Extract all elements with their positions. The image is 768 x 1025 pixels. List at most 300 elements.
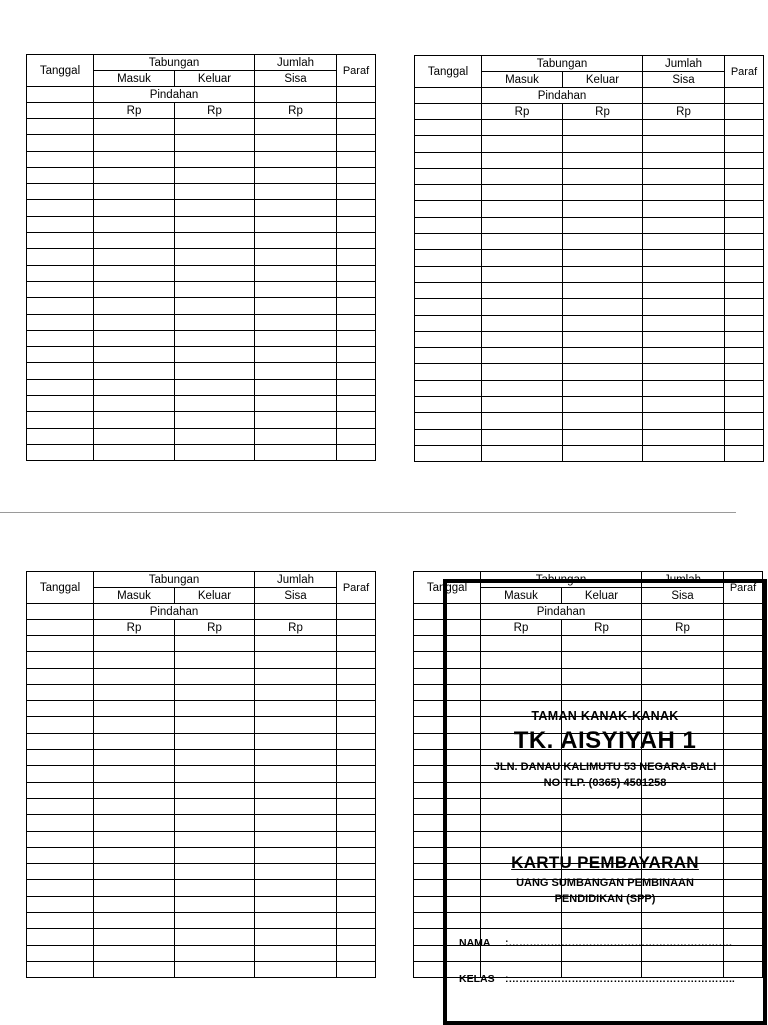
balance-cell[interactable]: [255, 684, 337, 700]
withdraw-cell[interactable]: [175, 249, 255, 265]
withdraw-cell[interactable]: [563, 397, 643, 413]
withdraw-cell[interactable]: [175, 636, 255, 652]
withdraw-cell[interactable]: [563, 152, 643, 168]
withdraw-cell[interactable]: [175, 652, 255, 668]
deposit-cell[interactable]: [482, 331, 563, 347]
withdraw-cell[interactable]: [563, 413, 643, 429]
deposit-cell[interactable]: [94, 396, 175, 412]
signature-cell[interactable]: [725, 429, 764, 445]
deposit-cell[interactable]: [482, 234, 563, 250]
withdraw-cell[interactable]: [175, 717, 255, 733]
signature-cell[interactable]: [725, 331, 764, 347]
signature-cell[interactable]: [337, 330, 376, 346]
signature-cell[interactable]: [337, 815, 376, 831]
withdraw-cell[interactable]: [175, 379, 255, 395]
signature-cell[interactable]: [725, 315, 764, 331]
deposit-cell[interactable]: [94, 929, 175, 945]
signature-cell[interactable]: [725, 397, 764, 413]
signature-cell[interactable]: [337, 750, 376, 766]
date-cell[interactable]: [415, 413, 482, 429]
signature-cell[interactable]: [337, 151, 376, 167]
balance-cell[interactable]: [643, 397, 725, 413]
signature-cell[interactable]: [337, 896, 376, 912]
signature-cell[interactable]: [337, 831, 376, 847]
deposit-cell[interactable]: [482, 250, 563, 266]
signature-cell[interactable]: [337, 782, 376, 798]
balance-cell[interactable]: [255, 135, 337, 151]
signature-cell[interactable]: [337, 929, 376, 945]
date-cell[interactable]: [415, 315, 482, 331]
withdraw-cell[interactable]: [175, 831, 255, 847]
deposit-cell[interactable]: [482, 315, 563, 331]
withdraw-cell[interactable]: [563, 136, 643, 152]
date-cell[interactable]: [27, 880, 94, 896]
withdraw-cell[interactable]: [175, 363, 255, 379]
date-cell[interactable]: [415, 397, 482, 413]
deposit-cell[interactable]: [482, 445, 563, 461]
date-cell[interactable]: [27, 119, 94, 135]
balance-cell[interactable]: [255, 896, 337, 912]
date-cell[interactable]: [27, 249, 94, 265]
deposit-cell[interactable]: [94, 717, 175, 733]
withdraw-cell[interactable]: [175, 701, 255, 717]
deposit-cell[interactable]: [482, 397, 563, 413]
date-cell[interactable]: [415, 380, 482, 396]
deposit-cell[interactable]: [482, 120, 563, 136]
date-cell[interactable]: [27, 314, 94, 330]
withdraw-cell[interactable]: [175, 444, 255, 460]
signature-cell[interactable]: [725, 299, 764, 315]
signature-cell[interactable]: [725, 120, 764, 136]
date-cell[interactable]: [415, 250, 482, 266]
date-cell[interactable]: [27, 265, 94, 281]
date-cell[interactable]: [415, 201, 482, 217]
balance-cell[interactable]: [643, 380, 725, 396]
withdraw-cell[interactable]: [175, 766, 255, 782]
deposit-cell[interactable]: [94, 281, 175, 297]
balance-cell[interactable]: [255, 961, 337, 977]
date-cell[interactable]: [415, 364, 482, 380]
signature-cell[interactable]: [337, 733, 376, 749]
withdraw-cell[interactable]: [563, 299, 643, 315]
deposit-cell[interactable]: [482, 348, 563, 364]
deposit-cell[interactable]: [482, 299, 563, 315]
signature-cell[interactable]: [725, 413, 764, 429]
balance-cell[interactable]: [643, 185, 725, 201]
balance-cell[interactable]: [255, 249, 337, 265]
balance-cell[interactable]: [255, 929, 337, 945]
deposit-cell[interactable]: [94, 444, 175, 460]
signature-cell[interactable]: [337, 864, 376, 880]
deposit-cell[interactable]: [94, 896, 175, 912]
balance-cell[interactable]: [255, 733, 337, 749]
withdraw-cell[interactable]: [175, 396, 255, 412]
balance-cell[interactable]: [255, 636, 337, 652]
date-cell[interactable]: [415, 217, 482, 233]
date-cell[interactable]: [27, 396, 94, 412]
date-cell[interactable]: [415, 429, 482, 445]
date-cell[interactable]: [27, 750, 94, 766]
balance-cell[interactable]: [255, 363, 337, 379]
date-cell[interactable]: [27, 896, 94, 912]
balance-cell[interactable]: [255, 314, 337, 330]
balance-cell[interactable]: [255, 428, 337, 444]
signature-cell[interactable]: [337, 412, 376, 428]
withdraw-cell[interactable]: [175, 265, 255, 281]
deposit-cell[interactable]: [94, 200, 175, 216]
deposit-cell[interactable]: [482, 201, 563, 217]
date-cell[interactable]: [415, 331, 482, 347]
withdraw-cell[interactable]: [175, 668, 255, 684]
balance-cell[interactable]: [255, 798, 337, 814]
date-cell[interactable]: [27, 961, 94, 977]
deposit-cell[interactable]: [94, 233, 175, 249]
signature-cell[interactable]: [725, 185, 764, 201]
signature-cell[interactable]: [337, 444, 376, 460]
balance-cell[interactable]: [255, 298, 337, 314]
withdraw-cell[interactable]: [563, 315, 643, 331]
withdraw-cell[interactable]: [563, 364, 643, 380]
date-cell[interactable]: [415, 234, 482, 250]
withdraw-cell[interactable]: [175, 281, 255, 297]
withdraw-cell[interactable]: [563, 348, 643, 364]
withdraw-cell[interactable]: [175, 314, 255, 330]
balance-cell[interactable]: [255, 864, 337, 880]
signature-cell[interactable]: [337, 347, 376, 363]
withdraw-cell[interactable]: [175, 880, 255, 896]
signature-cell[interactable]: [725, 380, 764, 396]
deposit-cell[interactable]: [94, 684, 175, 700]
balance-cell[interactable]: [255, 184, 337, 200]
deposit-cell[interactable]: [94, 750, 175, 766]
date-cell[interactable]: [27, 330, 94, 346]
balance-cell[interactable]: [643, 168, 725, 184]
signature-cell[interactable]: [337, 281, 376, 297]
deposit-cell[interactable]: [94, 864, 175, 880]
deposit-cell[interactable]: [94, 249, 175, 265]
date-cell[interactable]: [27, 151, 94, 167]
date-cell[interactable]: [27, 684, 94, 700]
deposit-cell[interactable]: [94, 733, 175, 749]
date-cell[interactable]: [27, 379, 94, 395]
balance-cell[interactable]: [255, 216, 337, 232]
date-cell[interactable]: [27, 135, 94, 151]
withdraw-cell[interactable]: [563, 168, 643, 184]
deposit-cell[interactable]: [94, 668, 175, 684]
signature-cell[interactable]: [337, 913, 376, 929]
deposit-cell[interactable]: [94, 412, 175, 428]
signature-cell[interactable]: [725, 266, 764, 282]
withdraw-cell[interactable]: [175, 167, 255, 183]
withdraw-cell[interactable]: [175, 330, 255, 346]
balance-cell[interactable]: [255, 233, 337, 249]
signature-cell[interactable]: [337, 200, 376, 216]
balance-cell[interactable]: [255, 265, 337, 281]
signature-cell[interactable]: [337, 379, 376, 395]
withdraw-cell[interactable]: [563, 331, 643, 347]
signature-cell[interactable]: [725, 152, 764, 168]
withdraw-cell[interactable]: [563, 250, 643, 266]
signature-cell[interactable]: [725, 364, 764, 380]
signature-cell[interactable]: [725, 201, 764, 217]
signature-cell[interactable]: [725, 234, 764, 250]
date-cell[interactable]: [27, 847, 94, 863]
balance-cell[interactable]: [255, 815, 337, 831]
deposit-cell[interactable]: [482, 266, 563, 282]
signature-cell[interactable]: [337, 119, 376, 135]
deposit-cell[interactable]: [94, 913, 175, 929]
signature-cell[interactable]: [337, 766, 376, 782]
withdraw-cell[interactable]: [175, 412, 255, 428]
deposit-cell[interactable]: [94, 880, 175, 896]
date-cell[interactable]: [27, 701, 94, 717]
withdraw-cell[interactable]: [175, 896, 255, 912]
date-cell[interactable]: [415, 282, 482, 298]
signature-cell[interactable]: [337, 216, 376, 232]
date-cell[interactable]: [27, 233, 94, 249]
withdraw-cell[interactable]: [563, 429, 643, 445]
balance-cell[interactable]: [643, 136, 725, 152]
withdraw-cell[interactable]: [563, 380, 643, 396]
balance-cell[interactable]: [255, 151, 337, 167]
withdraw-cell[interactable]: [175, 298, 255, 314]
signature-cell[interactable]: [337, 798, 376, 814]
balance-cell[interactable]: [255, 782, 337, 798]
deposit-cell[interactable]: [482, 413, 563, 429]
deposit-cell[interactable]: [94, 347, 175, 363]
date-cell[interactable]: [27, 929, 94, 945]
deposit-cell[interactable]: [94, 135, 175, 151]
deposit-cell[interactable]: [482, 185, 563, 201]
signature-cell[interactable]: [337, 363, 376, 379]
withdraw-cell[interactable]: [175, 135, 255, 151]
balance-cell[interactable]: [255, 701, 337, 717]
balance-cell[interactable]: [255, 396, 337, 412]
deposit-cell[interactable]: [94, 782, 175, 798]
deposit-cell[interactable]: [94, 314, 175, 330]
deposit-cell[interactable]: [94, 798, 175, 814]
deposit-cell[interactable]: [94, 945, 175, 961]
date-cell[interactable]: [415, 299, 482, 315]
date-cell[interactable]: [27, 167, 94, 183]
date-cell[interactable]: [27, 347, 94, 363]
signature-cell[interactable]: [337, 961, 376, 977]
withdraw-cell[interactable]: [175, 913, 255, 929]
balance-cell[interactable]: [255, 831, 337, 847]
signature-cell[interactable]: [337, 265, 376, 281]
deposit-cell[interactable]: [482, 364, 563, 380]
balance-cell[interactable]: [643, 201, 725, 217]
withdraw-cell[interactable]: [175, 216, 255, 232]
deposit-cell[interactable]: [482, 380, 563, 396]
signature-cell[interactable]: [337, 249, 376, 265]
withdraw-cell[interactable]: [175, 119, 255, 135]
date-cell[interactable]: [27, 412, 94, 428]
balance-cell[interactable]: [643, 120, 725, 136]
signature-cell[interactable]: [725, 282, 764, 298]
deposit-cell[interactable]: [94, 184, 175, 200]
deposit-cell[interactable]: [94, 766, 175, 782]
balance-cell[interactable]: [643, 217, 725, 233]
deposit-cell[interactable]: [94, 330, 175, 346]
deposit-cell[interactable]: [94, 119, 175, 135]
date-cell[interactable]: [27, 184, 94, 200]
date-cell[interactable]: [415, 266, 482, 282]
withdraw-cell[interactable]: [175, 929, 255, 945]
date-cell[interactable]: [27, 717, 94, 733]
balance-cell[interactable]: [255, 200, 337, 216]
name-field[interactable]: [459, 937, 732, 949]
withdraw-cell[interactable]: [563, 217, 643, 233]
deposit-cell[interactable]: [94, 636, 175, 652]
balance-cell[interactable]: [643, 413, 725, 429]
withdraw-cell[interactable]: [175, 347, 255, 363]
deposit-cell[interactable]: [482, 168, 563, 184]
signature-cell[interactable]: [725, 348, 764, 364]
signature-cell[interactable]: [337, 233, 376, 249]
withdraw-cell[interactable]: [563, 266, 643, 282]
withdraw-cell[interactable]: [563, 201, 643, 217]
signature-cell[interactable]: [337, 652, 376, 668]
signature-cell[interactable]: [337, 717, 376, 733]
withdraw-cell[interactable]: [175, 733, 255, 749]
deposit-cell[interactable]: [94, 151, 175, 167]
date-cell[interactable]: [27, 298, 94, 314]
withdraw-cell[interactable]: [175, 945, 255, 961]
balance-cell[interactable]: [643, 250, 725, 266]
withdraw-cell[interactable]: [175, 200, 255, 216]
balance-cell[interactable]: [643, 152, 725, 168]
signature-cell[interactable]: [337, 396, 376, 412]
date-cell[interactable]: [27, 864, 94, 880]
deposit-cell[interactable]: [94, 652, 175, 668]
signature-cell[interactable]: [337, 701, 376, 717]
signature-cell[interactable]: [337, 668, 376, 684]
date-cell[interactable]: [27, 945, 94, 961]
date-cell[interactable]: [415, 168, 482, 184]
withdraw-cell[interactable]: [563, 185, 643, 201]
date-cell[interactable]: [27, 766, 94, 782]
deposit-cell[interactable]: [482, 429, 563, 445]
deposit-cell[interactable]: [94, 363, 175, 379]
date-cell[interactable]: [27, 216, 94, 232]
date-cell[interactable]: [27, 636, 94, 652]
withdraw-cell[interactable]: [175, 798, 255, 814]
balance-cell[interactable]: [255, 668, 337, 684]
withdraw-cell[interactable]: [175, 961, 255, 977]
date-cell[interactable]: [27, 733, 94, 749]
withdraw-cell[interactable]: [175, 782, 255, 798]
signature-cell[interactable]: [725, 217, 764, 233]
balance-cell[interactable]: [643, 282, 725, 298]
signature-cell[interactable]: [337, 184, 376, 200]
signature-cell[interactable]: [725, 250, 764, 266]
balance-cell[interactable]: [255, 717, 337, 733]
signature-cell[interactable]: [337, 684, 376, 700]
balance-cell[interactable]: [255, 880, 337, 896]
withdraw-cell[interactable]: [563, 445, 643, 461]
withdraw-cell[interactable]: [175, 815, 255, 831]
signature-cell[interactable]: [337, 428, 376, 444]
date-cell[interactable]: [27, 652, 94, 668]
withdraw-cell[interactable]: [175, 847, 255, 863]
date-cell[interactable]: [27, 668, 94, 684]
deposit-cell[interactable]: [94, 831, 175, 847]
balance-cell[interactable]: [643, 315, 725, 331]
deposit-cell[interactable]: [94, 298, 175, 314]
balance-cell[interactable]: [643, 348, 725, 364]
deposit-cell[interactable]: [94, 379, 175, 395]
date-cell[interactable]: [415, 185, 482, 201]
date-cell[interactable]: [415, 120, 482, 136]
balance-cell[interactable]: [255, 281, 337, 297]
withdraw-cell[interactable]: [175, 864, 255, 880]
deposit-cell[interactable]: [94, 265, 175, 281]
withdraw-cell[interactable]: [563, 234, 643, 250]
balance-cell[interactable]: [255, 945, 337, 961]
withdraw-cell[interactable]: [175, 233, 255, 249]
date-cell[interactable]: [27, 444, 94, 460]
signature-cell[interactable]: [337, 636, 376, 652]
deposit-cell[interactable]: [94, 847, 175, 863]
balance-cell[interactable]: [643, 234, 725, 250]
balance-cell[interactable]: [255, 379, 337, 395]
date-cell[interactable]: [27, 913, 94, 929]
deposit-cell[interactable]: [94, 428, 175, 444]
balance-cell[interactable]: [255, 347, 337, 363]
deposit-cell[interactable]: [482, 217, 563, 233]
date-cell[interactable]: [415, 445, 482, 461]
date-cell[interactable]: [27, 363, 94, 379]
deposit-cell[interactable]: [482, 136, 563, 152]
date-cell[interactable]: [27, 831, 94, 847]
balance-cell[interactable]: [255, 913, 337, 929]
date-cell[interactable]: [415, 348, 482, 364]
withdraw-cell[interactable]: [175, 750, 255, 766]
balance-cell[interactable]: [255, 766, 337, 782]
signature-cell[interactable]: [725, 136, 764, 152]
date-cell[interactable]: [27, 815, 94, 831]
balance-cell[interactable]: [643, 266, 725, 282]
date-cell[interactable]: [415, 136, 482, 152]
balance-cell[interactable]: [255, 847, 337, 863]
signature-cell[interactable]: [337, 945, 376, 961]
signature-cell[interactable]: [337, 298, 376, 314]
balance-cell[interactable]: [643, 364, 725, 380]
class-field[interactable]: [459, 973, 735, 985]
signature-cell[interactable]: [337, 135, 376, 151]
date-cell[interactable]: [27, 428, 94, 444]
balance-cell[interactable]: [643, 445, 725, 461]
balance-cell[interactable]: [643, 429, 725, 445]
balance-cell[interactable]: [255, 119, 337, 135]
balance-cell[interactable]: [255, 167, 337, 183]
deposit-cell[interactable]: [94, 815, 175, 831]
signature-cell[interactable]: [337, 880, 376, 896]
balance-cell[interactable]: [255, 444, 337, 460]
deposit-cell[interactable]: [94, 961, 175, 977]
deposit-cell[interactable]: [94, 167, 175, 183]
balance-cell[interactable]: [643, 299, 725, 315]
balance-cell[interactable]: [643, 331, 725, 347]
deposit-cell[interactable]: [94, 216, 175, 232]
date-cell[interactable]: [27, 200, 94, 216]
signature-cell[interactable]: [337, 314, 376, 330]
date-cell[interactable]: [27, 798, 94, 814]
date-cell[interactable]: [27, 782, 94, 798]
signature-cell[interactable]: [337, 847, 376, 863]
signature-cell[interactable]: [725, 168, 764, 184]
